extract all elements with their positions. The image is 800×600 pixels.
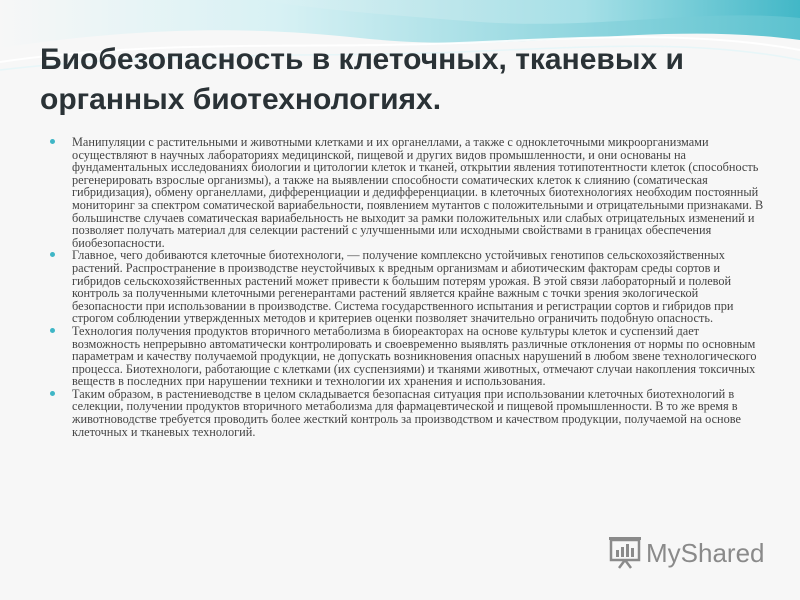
- slide-title: Биобезопасность в клеточных, тканевых и органных биотехнологиях.: [40, 43, 684, 116]
- bullet-icon: [50, 139, 55, 144]
- presentation-board-icon: [608, 536, 642, 570]
- bullet-item: [48, 249, 768, 325]
- myshared-logo[interactable]: [608, 536, 765, 570]
- bullet-icon: [50, 252, 55, 257]
- bullet-item: [48, 388, 768, 438]
- bullet-icon: [50, 391, 55, 396]
- bullet-text: Манипуляции с растительными и животными клетками и их органеллами, а также с одноклеточными микроорганизмами осуществляют в научных лабораториях медицинской, пищевой и других видов промышленности, и они основаны на фундаментальных исследованиях биологии и цитологии клеток и тканей, открытии явления тотипотентности клеток (способность регенерировать взрослые организмы), а также на выявлении способности соматических клеток к слиянию (соматическая гибридизация), обмену органеллами, дифференциации и дедифференциации. в клеточных биотехнологиях необходим постоянный мониторинг за спектром соматической вариабельности, появлением мутантов с положительными и отрицательными признаками. В большинстве случаев соматическая вариабельность не выходит за рамки положительных или слабых отрицательных изменений и позволяет получать материал для селекции растений с улучшенными или исходными свойствами в границах обеспечения биобезопасности.: [72, 135, 764, 250]
- logo-text: MyShared: [646, 537, 765, 568]
- bullet-text: Таким образом, в растениеводстве в целом складывается безопасная ситуация при использовании клеточных биотехнологий в селекции, получении продуктов вторичного метаболизма для фармацевтической и пищевой промышленности. В то же время в животноводстве требуется проводить более жесткий контроль за производством и качеством продукции, получаемой на основе клеточных и тканевых технологий.: [72, 386, 741, 439]
- bullet-list: [48, 136, 768, 438]
- bullet-item: [48, 325, 768, 388]
- bullet-text: Главное, чего добиваются клеточные биотехнологи, — получение комплексно устойчивых генотипов сельскохозяйственных растений. Распространение в производстве неустойчивых к вредным организмам и абиотическим факторам среды сортов и гибридов сельскохозяйственных растений может привести к большим потерям урожая. В этой связи лабораторный и полевой контроль за полученными клеточными регенерантами растений является крайне важным с точки зрения экологической безопасности при использовании в производстве. Система государственного испытания и регистрации сортов и гибридов при строгом соблюдении утвержденных методов и критериев оценки позволяет значительно ограничить подобную опасность.: [72, 248, 734, 326]
- bullet-icon: [50, 328, 55, 333]
- bullet-item: [48, 136, 768, 249]
- bullet-text: Технология получения продуктов вторичного метаболизма в биореакторах на основе культуры клеток и суспензий дает возможность непрерывно автоматически контролировать и своевременно выявлять различные отклонения от нормы по основным параметрам и качеству получаемой продукции, не допускать возникновения опасных нарушений в любом звене технологического процесса. Биотехнологи, работающие с клетками (их суспензиями) и тканями животных, отмечают случаи накопления токсичных веществ в последних при нарушении техники и технологии их хранения и использования.: [72, 323, 757, 389]
